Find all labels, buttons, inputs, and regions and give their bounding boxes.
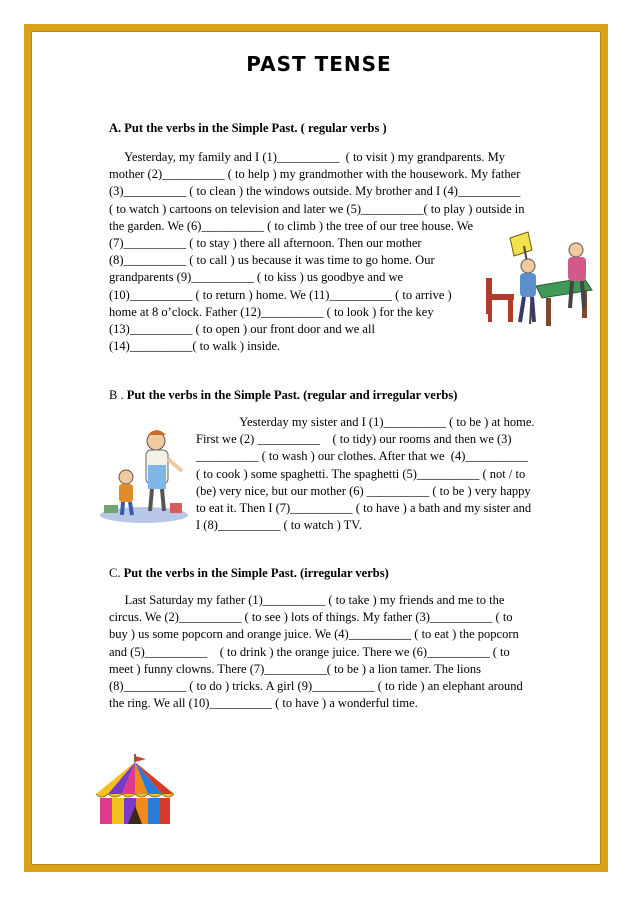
grandparents-table-illustration	[480, 228, 600, 334]
text-line: (8)__________ ( to do ) tricks. A girl (9)__________ ( to ride ) an elephant around	[109, 679, 523, 693]
text-line: __________ ( to wash ) our clothes. After that we (4)__________	[196, 449, 528, 464]
page-title: PAST TENSE	[246, 52, 392, 76]
text-line: ( to cook ) some spaghetti. The spaghetti (5)__________ ( not / to	[196, 466, 526, 481]
text-line: (3)__________ ( to clean ) the windows outside. My brother and I (4)__________	[109, 184, 521, 199]
section-b-title: Put the verbs in the Simple Past. (regular and irregular verbs)	[126, 388, 458, 402]
text-line: First we (2) __________ ( to tidy) our rooms and then we (3)	[196, 432, 512, 447]
section-c-title: Put the verbs in the Simple Past. (irregular verbs)	[123, 566, 389, 580]
section-a-heading: A. Put the verbs in the Simple Past. ( regular verbs )	[109, 121, 387, 135]
text-line: ( to watch ) cartoons on television and later we (5)__________( to play ) outside in	[109, 201, 525, 216]
text-line: (7)__________ ( to stay ) there all afternoon. Then our mother	[109, 236, 422, 250]
section-b-prefix: B .	[109, 388, 127, 402]
text-line: (8)__________ ( to call ) us because it was time to go home. Our	[109, 253, 435, 268]
text-line: meet ) funny clowns. There (7)__________( to be ) a lion tamer. The lions	[109, 661, 482, 676]
section-c-prefix: C.	[109, 566, 124, 580]
text-line: grandparents (9)__________ ( to kiss ) us goodbye and we	[109, 270, 404, 285]
text-line: Yesterday my sister and I (1)__________ ( to be ) at home.	[196, 415, 535, 429]
text-line: buy ) us some popcorn and orange juice. We (4)__________ ( to eat ) the popcorn	[109, 627, 519, 642]
text-line: (13)__________ ( to open ) our front door and we all	[109, 322, 375, 336]
text-line: (10)__________ ( to return ) home. We (11)__________ ( to arrive )	[109, 287, 452, 302]
text-line: the ring. We all (10)__________ ( to have ) a wonderful time.	[109, 696, 418, 711]
section-b-heading	[109, 388, 457, 403]
text-line: mother (2)__________ ( to help ) my grandmother with the housework. My father	[109, 167, 521, 182]
text-line: home at 8 o’clock. Father (12)__________ ( to look ) for the key	[109, 304, 434, 319]
circus-tent-illustration	[90, 754, 180, 828]
text-line: Last Saturday my father (1)__________ ( to take ) my friends and me to the	[109, 593, 505, 607]
text-line: Yesterday, my family and I (1)__________ ( to visit ) my grandparents. My	[109, 150, 506, 164]
text-line: the garden. We (6)__________ ( to climb ) the tree of our tree house. We	[109, 218, 474, 233]
text-line: I (8)__________ ( to watch ) TV.	[196, 518, 362, 533]
text-line: and (5)__________ ( to drink ) the orange juice. There we (6)__________ ( to	[109, 644, 510, 659]
text-line: circus. We (2)__________ ( to see ) lots of things. My father (3)__________ ( to	[109, 610, 513, 625]
text-line: (14)__________( to walk ) inside.	[109, 339, 281, 354]
text-line: (be) very nice, but our mother (6) __________ ( to be ) very happy	[196, 483, 531, 498]
section-c-heading	[109, 566, 389, 581]
mother-cleaning-illustration	[98, 425, 190, 525]
text-line: to eat it. Then I (7)__________ ( to have ) a bath and my sister and	[196, 501, 532, 515]
